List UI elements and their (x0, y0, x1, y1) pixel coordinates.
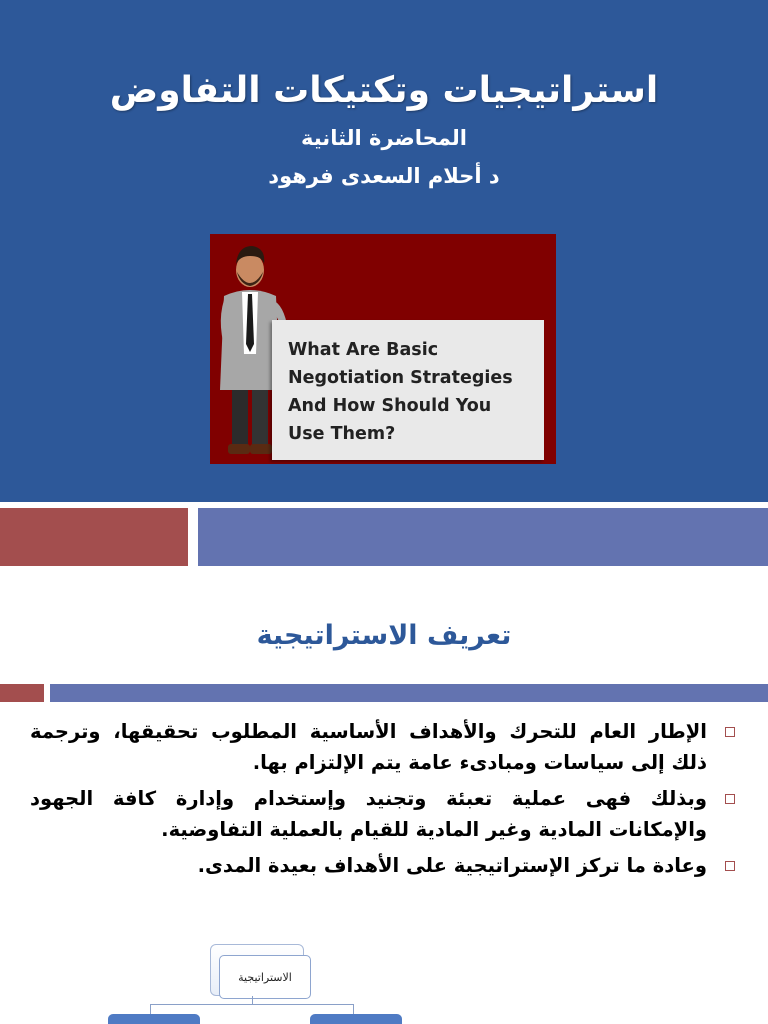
negotiation-illustration (210, 234, 556, 464)
slide-1-author: د أحلام السعدى فرهود (268, 164, 500, 188)
list-item (30, 783, 735, 845)
slide-1-subtitle: المحاضرة الثانية (301, 126, 467, 150)
slide-1 (0, 0, 768, 502)
list-item (30, 716, 735, 778)
square-bullet-icon (725, 861, 735, 871)
slide-2-title: تعريف الاستراتيجية (256, 620, 512, 651)
bullet-text: الإطار العام للتحرك والأهداف الأساسية المطلوب تحقيقها، وترجمة ذلك إلى سياسات ومبادىء عامة يتم الإلتزام بها. (30, 720, 707, 774)
org-root-label: الاستراتيجية (219, 955, 311, 999)
bullet-text: وبذلك فهى عملية تعبئة وتجنيد وإستخدام وإدارة كافة الجهود والإمكانات المادية وغير المادية للقيام بالعملية التفاوضية. (30, 787, 707, 841)
square-bullet-icon (725, 794, 735, 804)
headline-line: Use Them? (288, 424, 396, 444)
org-child-node (108, 1014, 200, 1024)
slide-1-title: استراتيجيات وتكتيكات التفاوض (109, 70, 659, 111)
list-item (30, 850, 735, 881)
slide-1-footer-band-blue (198, 508, 768, 566)
headline-line: What Are Basic (288, 340, 439, 360)
slide-2-band-red (0, 684, 44, 702)
connector-line (150, 1004, 354, 1005)
slide-2-band-blue (50, 684, 768, 702)
headline-line: Negotiation Strategies (288, 368, 513, 388)
headline-line: And How Should You (288, 396, 492, 416)
org-root-node (210, 944, 304, 996)
strategy-org-chart (0, 940, 768, 1024)
square-bullet-icon (725, 727, 735, 737)
connector-line (252, 996, 253, 1004)
bullet-text: وعادة ما تركز الإستراتيجية على الأهداف بعيدة المدى. (197, 854, 707, 877)
bullet-list (30, 716, 735, 886)
headline-card (272, 320, 544, 460)
org-child-node (310, 1014, 402, 1024)
slide-1-footer-band-red (0, 508, 188, 566)
